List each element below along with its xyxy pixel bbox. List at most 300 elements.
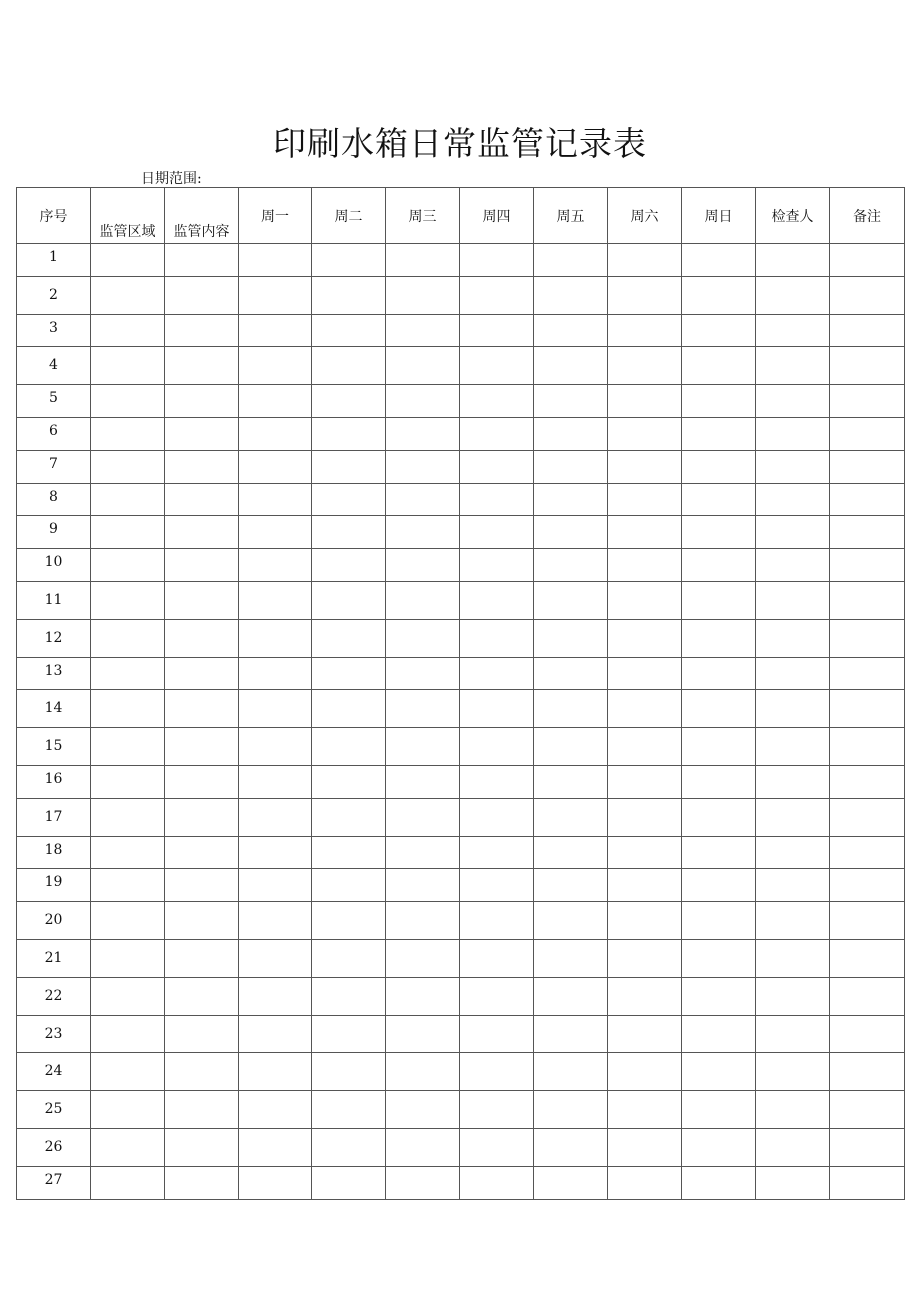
- empty-cell[interactable]: [756, 417, 830, 450]
- empty-cell[interactable]: [756, 450, 830, 483]
- empty-cell[interactable]: [830, 977, 905, 1015]
- empty-cell[interactable]: [830, 581, 905, 619]
- empty-cell[interactable]: [534, 798, 608, 836]
- empty-cell[interactable]: [682, 483, 756, 516]
- empty-cell[interactable]: [756, 1053, 830, 1091]
- empty-cell[interactable]: [165, 619, 239, 657]
- empty-cell[interactable]: [239, 244, 312, 277]
- empty-cell[interactable]: [534, 939, 608, 977]
- empty-cell[interactable]: [165, 244, 239, 277]
- empty-cell[interactable]: [460, 276, 534, 314]
- empty-cell[interactable]: [91, 869, 165, 902]
- empty-cell[interactable]: [312, 869, 386, 902]
- empty-cell[interactable]: [682, 549, 756, 582]
- empty-cell[interactable]: [608, 549, 682, 582]
- empty-cell[interactable]: [165, 385, 239, 418]
- empty-cell[interactable]: [312, 836, 386, 869]
- empty-cell[interactable]: [239, 690, 312, 728]
- empty-cell[interactable]: [165, 977, 239, 1015]
- empty-cell[interactable]: [682, 385, 756, 418]
- empty-cell[interactable]: [91, 977, 165, 1015]
- empty-cell[interactable]: [239, 1015, 312, 1053]
- empty-cell[interactable]: [830, 836, 905, 869]
- empty-cell[interactable]: [165, 765, 239, 798]
- empty-cell[interactable]: [830, 450, 905, 483]
- empty-cell[interactable]: [682, 1128, 756, 1166]
- empty-cell[interactable]: [682, 516, 756, 549]
- empty-cell[interactable]: [830, 244, 905, 277]
- empty-cell[interactable]: [165, 1053, 239, 1091]
- empty-cell[interactable]: [312, 417, 386, 450]
- empty-cell[interactable]: [608, 728, 682, 766]
- empty-cell[interactable]: [165, 276, 239, 314]
- empty-cell[interactable]: [608, 1015, 682, 1053]
- empty-cell[interactable]: [682, 314, 756, 347]
- empty-cell[interactable]: [312, 385, 386, 418]
- empty-cell[interactable]: [608, 450, 682, 483]
- empty-cell[interactable]: [460, 869, 534, 902]
- empty-cell[interactable]: [460, 619, 534, 657]
- empty-cell[interactable]: [756, 728, 830, 766]
- empty-cell[interactable]: [608, 385, 682, 418]
- empty-cell[interactable]: [239, 483, 312, 516]
- empty-cell[interactable]: [682, 244, 756, 277]
- empty-cell[interactable]: [830, 516, 905, 549]
- empty-cell[interactable]: [312, 314, 386, 347]
- empty-cell[interactable]: [608, 1166, 682, 1199]
- empty-cell[interactable]: [239, 869, 312, 902]
- empty-cell[interactable]: [91, 836, 165, 869]
- empty-cell[interactable]: [460, 1015, 534, 1053]
- empty-cell[interactable]: [386, 977, 460, 1015]
- empty-cell[interactable]: [165, 728, 239, 766]
- empty-cell[interactable]: [460, 483, 534, 516]
- empty-cell[interactable]: [534, 657, 608, 690]
- empty-cell[interactable]: [608, 765, 682, 798]
- empty-cell[interactable]: [312, 244, 386, 277]
- empty-cell[interactable]: [830, 314, 905, 347]
- empty-cell[interactable]: [386, 902, 460, 940]
- empty-cell[interactable]: [756, 1128, 830, 1166]
- empty-cell[interactable]: [312, 690, 386, 728]
- empty-cell[interactable]: [91, 417, 165, 450]
- empty-cell[interactable]: [460, 417, 534, 450]
- empty-cell[interactable]: [534, 690, 608, 728]
- empty-cell[interactable]: [608, 314, 682, 347]
- empty-cell[interactable]: [608, 244, 682, 277]
- empty-cell[interactable]: [460, 1128, 534, 1166]
- empty-cell[interactable]: [386, 516, 460, 549]
- empty-cell[interactable]: [165, 314, 239, 347]
- empty-cell[interactable]: [165, 657, 239, 690]
- empty-cell[interactable]: [756, 657, 830, 690]
- empty-cell[interactable]: [165, 690, 239, 728]
- empty-cell[interactable]: [239, 385, 312, 418]
- empty-cell[interactable]: [682, 1091, 756, 1129]
- empty-cell[interactable]: [165, 902, 239, 940]
- empty-cell[interactable]: [239, 516, 312, 549]
- empty-cell[interactable]: [312, 1053, 386, 1091]
- empty-cell[interactable]: [386, 1091, 460, 1129]
- empty-cell[interactable]: [830, 728, 905, 766]
- empty-cell[interactable]: [534, 549, 608, 582]
- empty-cell[interactable]: [165, 798, 239, 836]
- empty-cell[interactable]: [239, 798, 312, 836]
- empty-cell[interactable]: [165, 836, 239, 869]
- empty-cell[interactable]: [682, 1053, 756, 1091]
- empty-cell[interactable]: [91, 1015, 165, 1053]
- empty-cell[interactable]: [239, 314, 312, 347]
- empty-cell[interactable]: [312, 619, 386, 657]
- empty-cell[interactable]: [608, 690, 682, 728]
- empty-cell[interactable]: [830, 657, 905, 690]
- empty-cell[interactable]: [386, 244, 460, 277]
- empty-cell[interactable]: [534, 619, 608, 657]
- empty-cell[interactable]: [830, 902, 905, 940]
- empty-cell[interactable]: [460, 347, 534, 385]
- empty-cell[interactable]: [91, 483, 165, 516]
- empty-cell[interactable]: [165, 581, 239, 619]
- empty-cell[interactable]: [91, 1053, 165, 1091]
- empty-cell[interactable]: [534, 836, 608, 869]
- empty-cell[interactable]: [460, 1166, 534, 1199]
- empty-cell[interactable]: [91, 619, 165, 657]
- empty-cell[interactable]: [830, 1091, 905, 1129]
- empty-cell[interactable]: [386, 690, 460, 728]
- empty-cell[interactable]: [460, 314, 534, 347]
- empty-cell[interactable]: [534, 417, 608, 450]
- empty-cell[interactable]: [534, 1015, 608, 1053]
- empty-cell[interactable]: [830, 690, 905, 728]
- empty-cell[interactable]: [756, 483, 830, 516]
- empty-cell[interactable]: [386, 314, 460, 347]
- empty-cell[interactable]: [312, 1091, 386, 1129]
- empty-cell[interactable]: [239, 765, 312, 798]
- empty-cell[interactable]: [312, 1128, 386, 1166]
- empty-cell[interactable]: [830, 1015, 905, 1053]
- empty-cell[interactable]: [239, 836, 312, 869]
- empty-cell[interactable]: [165, 450, 239, 483]
- empty-cell[interactable]: [534, 244, 608, 277]
- empty-cell[interactable]: [830, 939, 905, 977]
- empty-cell[interactable]: [165, 1166, 239, 1199]
- empty-cell[interactable]: [608, 836, 682, 869]
- empty-cell[interactable]: [830, 385, 905, 418]
- empty-cell[interactable]: [534, 1053, 608, 1091]
- empty-cell[interactable]: [682, 939, 756, 977]
- empty-cell[interactable]: [756, 869, 830, 902]
- empty-cell[interactable]: [608, 1128, 682, 1166]
- empty-cell[interactable]: [460, 765, 534, 798]
- empty-cell[interactable]: [165, 549, 239, 582]
- empty-cell[interactable]: [239, 1053, 312, 1091]
- empty-cell[interactable]: [682, 836, 756, 869]
- empty-cell[interactable]: [756, 244, 830, 277]
- empty-cell[interactable]: [386, 869, 460, 902]
- empty-cell[interactable]: [239, 902, 312, 940]
- empty-cell[interactable]: [682, 581, 756, 619]
- empty-cell[interactable]: [534, 1091, 608, 1129]
- empty-cell[interactable]: [756, 939, 830, 977]
- empty-cell[interactable]: [460, 657, 534, 690]
- empty-cell[interactable]: [165, 483, 239, 516]
- empty-cell[interactable]: [91, 244, 165, 277]
- empty-cell[interactable]: [386, 798, 460, 836]
- empty-cell[interactable]: [534, 483, 608, 516]
- empty-cell[interactable]: [312, 728, 386, 766]
- empty-cell[interactable]: [682, 765, 756, 798]
- empty-cell[interactable]: [165, 869, 239, 902]
- empty-cell[interactable]: [312, 657, 386, 690]
- empty-cell[interactable]: [386, 1166, 460, 1199]
- empty-cell[interactable]: [386, 765, 460, 798]
- empty-cell[interactable]: [460, 549, 534, 582]
- empty-cell[interactable]: [91, 798, 165, 836]
- empty-cell[interactable]: [386, 483, 460, 516]
- empty-cell[interactable]: [608, 483, 682, 516]
- empty-cell[interactable]: [534, 1128, 608, 1166]
- empty-cell[interactable]: [91, 902, 165, 940]
- empty-cell[interactable]: [682, 728, 756, 766]
- empty-cell[interactable]: [830, 619, 905, 657]
- empty-cell[interactable]: [682, 902, 756, 940]
- empty-cell[interactable]: [682, 798, 756, 836]
- empty-cell[interactable]: [386, 581, 460, 619]
- empty-cell[interactable]: [682, 1166, 756, 1199]
- empty-cell[interactable]: [239, 417, 312, 450]
- empty-cell[interactable]: [165, 347, 239, 385]
- empty-cell[interactable]: [756, 1015, 830, 1053]
- empty-cell[interactable]: [756, 619, 830, 657]
- empty-cell[interactable]: [756, 765, 830, 798]
- empty-cell[interactable]: [460, 581, 534, 619]
- empty-cell[interactable]: [830, 1128, 905, 1166]
- empty-cell[interactable]: [682, 1015, 756, 1053]
- empty-cell[interactable]: [312, 483, 386, 516]
- empty-cell[interactable]: [608, 516, 682, 549]
- empty-cell[interactable]: [239, 1166, 312, 1199]
- empty-cell[interactable]: [830, 483, 905, 516]
- empty-cell[interactable]: [91, 939, 165, 977]
- empty-cell[interactable]: [91, 516, 165, 549]
- empty-cell[interactable]: [534, 1166, 608, 1199]
- empty-cell[interactable]: [460, 902, 534, 940]
- empty-cell[interactable]: [386, 450, 460, 483]
- empty-cell[interactable]: [91, 765, 165, 798]
- empty-cell[interactable]: [312, 977, 386, 1015]
- empty-cell[interactable]: [239, 347, 312, 385]
- empty-cell[interactable]: [608, 619, 682, 657]
- empty-cell[interactable]: [312, 765, 386, 798]
- empty-cell[interactable]: [830, 549, 905, 582]
- empty-cell[interactable]: [91, 657, 165, 690]
- empty-cell[interactable]: [312, 902, 386, 940]
- empty-cell[interactable]: [312, 798, 386, 836]
- empty-cell[interactable]: [756, 516, 830, 549]
- empty-cell[interactable]: [312, 347, 386, 385]
- empty-cell[interactable]: [312, 549, 386, 582]
- empty-cell[interactable]: [608, 657, 682, 690]
- empty-cell[interactable]: [608, 276, 682, 314]
- empty-cell[interactable]: [682, 869, 756, 902]
- empty-cell[interactable]: [91, 549, 165, 582]
- empty-cell[interactable]: [386, 276, 460, 314]
- empty-cell[interactable]: [460, 516, 534, 549]
- empty-cell[interactable]: [386, 417, 460, 450]
- empty-cell[interactable]: [312, 939, 386, 977]
- empty-cell[interactable]: [312, 1166, 386, 1199]
- empty-cell[interactable]: [91, 728, 165, 766]
- empty-cell[interactable]: [386, 1128, 460, 1166]
- empty-cell[interactable]: [91, 385, 165, 418]
- empty-cell[interactable]: [534, 728, 608, 766]
- empty-cell[interactable]: [165, 516, 239, 549]
- empty-cell[interactable]: [312, 516, 386, 549]
- empty-cell[interactable]: [386, 836, 460, 869]
- empty-cell[interactable]: [682, 977, 756, 1015]
- empty-cell[interactable]: [830, 1053, 905, 1091]
- empty-cell[interactable]: [756, 549, 830, 582]
- empty-cell[interactable]: [91, 1091, 165, 1129]
- empty-cell[interactable]: [460, 450, 534, 483]
- empty-cell[interactable]: [165, 1128, 239, 1166]
- empty-cell[interactable]: [312, 1015, 386, 1053]
- empty-cell[interactable]: [682, 417, 756, 450]
- empty-cell[interactable]: [534, 977, 608, 1015]
- empty-cell[interactable]: [756, 581, 830, 619]
- empty-cell[interactable]: [534, 765, 608, 798]
- empty-cell[interactable]: [460, 1053, 534, 1091]
- empty-cell[interactable]: [756, 836, 830, 869]
- empty-cell[interactable]: [608, 869, 682, 902]
- empty-cell[interactable]: [312, 276, 386, 314]
- empty-cell[interactable]: [386, 939, 460, 977]
- empty-cell[interactable]: [682, 347, 756, 385]
- empty-cell[interactable]: [534, 450, 608, 483]
- empty-cell[interactable]: [756, 977, 830, 1015]
- empty-cell[interactable]: [165, 1015, 239, 1053]
- empty-cell[interactable]: [756, 314, 830, 347]
- empty-cell[interactable]: [239, 728, 312, 766]
- empty-cell[interactable]: [91, 450, 165, 483]
- empty-cell[interactable]: [460, 977, 534, 1015]
- empty-cell[interactable]: [608, 347, 682, 385]
- empty-cell[interactable]: [756, 276, 830, 314]
- empty-cell[interactable]: [165, 417, 239, 450]
- empty-cell[interactable]: [608, 798, 682, 836]
- empty-cell[interactable]: [91, 581, 165, 619]
- empty-cell[interactable]: [682, 276, 756, 314]
- empty-cell[interactable]: [830, 347, 905, 385]
- empty-cell[interactable]: [386, 385, 460, 418]
- empty-cell[interactable]: [608, 977, 682, 1015]
- empty-cell[interactable]: [91, 347, 165, 385]
- empty-cell[interactable]: [830, 765, 905, 798]
- empty-cell[interactable]: [756, 385, 830, 418]
- row-index: 2: [17, 276, 91, 314]
- empty-cell[interactable]: [608, 1091, 682, 1129]
- empty-cell[interactable]: [239, 450, 312, 483]
- empty-cell[interactable]: [534, 385, 608, 418]
- empty-cell[interactable]: [830, 417, 905, 450]
- empty-cell[interactable]: [756, 1091, 830, 1129]
- empty-cell[interactable]: [91, 276, 165, 314]
- empty-cell[interactable]: [756, 902, 830, 940]
- empty-cell[interactable]: [460, 690, 534, 728]
- empty-cell[interactable]: [830, 869, 905, 902]
- empty-cell[interactable]: [239, 939, 312, 977]
- empty-cell[interactable]: [830, 798, 905, 836]
- empty-cell[interactable]: [460, 1091, 534, 1129]
- empty-cell[interactable]: [830, 276, 905, 314]
- empty-cell[interactable]: [239, 581, 312, 619]
- empty-cell[interactable]: [682, 690, 756, 728]
- empty-cell[interactable]: [386, 549, 460, 582]
- empty-cell[interactable]: [460, 798, 534, 836]
- empty-cell[interactable]: [534, 347, 608, 385]
- empty-cell[interactable]: [460, 728, 534, 766]
- empty-cell[interactable]: [386, 657, 460, 690]
- empty-cell[interactable]: [386, 1015, 460, 1053]
- empty-cell[interactable]: [534, 869, 608, 902]
- empty-cell[interactable]: [608, 902, 682, 940]
- empty-cell[interactable]: [239, 657, 312, 690]
- empty-cell[interactable]: [239, 619, 312, 657]
- empty-cell[interactable]: [608, 939, 682, 977]
- empty-cell[interactable]: [312, 581, 386, 619]
- empty-cell[interactable]: [460, 836, 534, 869]
- empty-cell[interactable]: [534, 581, 608, 619]
- empty-cell[interactable]: [756, 347, 830, 385]
- empty-cell[interactable]: [239, 977, 312, 1015]
- empty-cell[interactable]: [534, 902, 608, 940]
- empty-cell[interactable]: [386, 619, 460, 657]
- empty-cell[interactable]: [91, 314, 165, 347]
- empty-cell[interactable]: [239, 276, 312, 314]
- empty-cell[interactable]: [386, 347, 460, 385]
- empty-cell[interactable]: [460, 244, 534, 277]
- empty-cell[interactable]: [756, 690, 830, 728]
- empty-cell[interactable]: [239, 1091, 312, 1129]
- empty-cell[interactable]: [756, 798, 830, 836]
- empty-cell[interactable]: [534, 516, 608, 549]
- empty-cell[interactable]: [460, 939, 534, 977]
- empty-cell[interactable]: [239, 1128, 312, 1166]
- empty-cell[interactable]: [608, 1053, 682, 1091]
- empty-cell[interactable]: [165, 939, 239, 977]
- empty-cell[interactable]: [91, 690, 165, 728]
- row-index: 24: [17, 1053, 91, 1091]
- empty-cell[interactable]: [608, 581, 682, 619]
- empty-cell[interactable]: [386, 1053, 460, 1091]
- empty-cell[interactable]: [91, 1128, 165, 1166]
- empty-cell[interactable]: [534, 314, 608, 347]
- empty-cell[interactable]: [460, 385, 534, 418]
- empty-cell[interactable]: [682, 657, 756, 690]
- empty-cell[interactable]: [830, 1166, 905, 1199]
- empty-cell[interactable]: [165, 1091, 239, 1129]
- row-index: 15: [17, 728, 91, 766]
- empty-cell[interactable]: [91, 1166, 165, 1199]
- empty-cell[interactable]: [682, 450, 756, 483]
- empty-cell[interactable]: [756, 1166, 830, 1199]
- empty-cell[interactable]: [386, 728, 460, 766]
- empty-cell[interactable]: [608, 417, 682, 450]
- empty-cell[interactable]: [534, 276, 608, 314]
- empty-cell[interactable]: [312, 450, 386, 483]
- empty-cell[interactable]: [682, 619, 756, 657]
- empty-cell[interactable]: [239, 549, 312, 582]
